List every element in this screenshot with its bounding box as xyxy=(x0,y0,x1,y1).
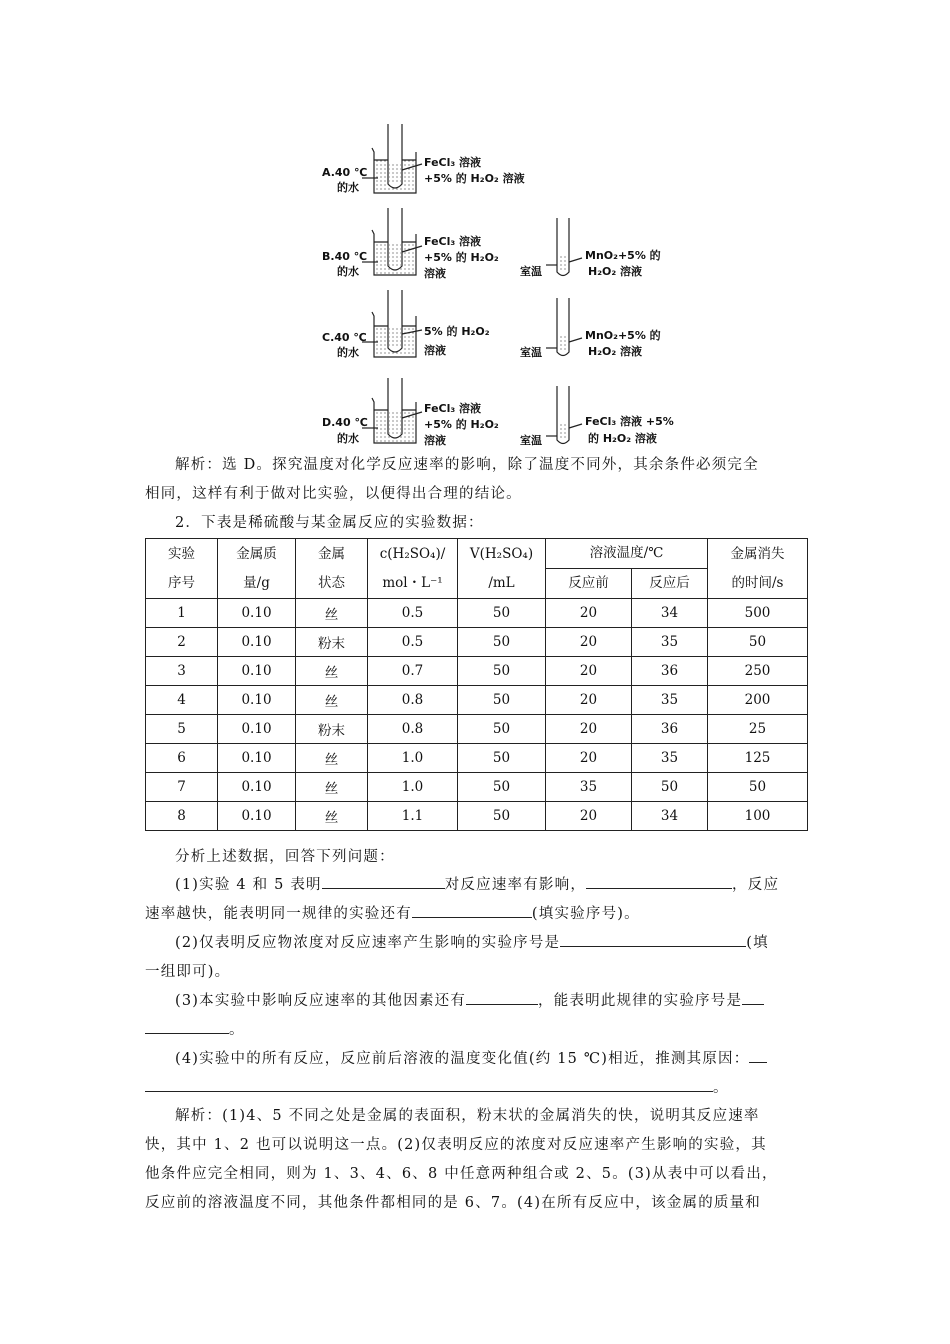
table-cell: 0.5 xyxy=(368,599,458,628)
question-1: (1)实验 4 和 5 表明 对反应速率有影响， ，反应 xyxy=(145,871,807,900)
label-d-reagent-1: FeCl₃ 溶液 xyxy=(424,402,482,415)
table-cell: 3 xyxy=(146,657,218,686)
label-c-tube-2: H₂O₂ 溶液 xyxy=(588,345,643,358)
header-temp-before: 反应前 xyxy=(546,569,632,599)
analysis-1-line-2: 相同，这样有利于做对比实验，以便得出合理的结论。 xyxy=(145,486,522,502)
table-cell: 0.10 xyxy=(218,802,296,831)
table-cell: 50 xyxy=(708,628,808,657)
table-cell: 0.5 xyxy=(368,628,458,657)
experiment-data-table xyxy=(145,538,808,831)
table-cell: 50 xyxy=(458,628,546,657)
table-cell: 0.10 xyxy=(218,686,296,715)
table-cell: 丝 xyxy=(296,599,368,628)
answer-blank-3b[interactable] xyxy=(742,989,764,1005)
table-cell: 丝 xyxy=(296,802,368,831)
table-cell: 20 xyxy=(546,686,632,715)
label-a-temp: A.40 ℃ xyxy=(322,166,368,179)
label-d-temp: D.40 ℃ xyxy=(322,416,368,429)
label-c-reagent-1: 5% 的 H₂O₂ xyxy=(424,325,490,338)
table-cell: 34 xyxy=(632,802,708,831)
header-volume: V(H₂SO₄) /mL xyxy=(458,539,546,599)
table-cell: 20 xyxy=(546,599,632,628)
label-c-water: 的水 xyxy=(337,346,359,359)
question-1-cont: 速率越快，能表明同一规律的实验还有 (填实验序号)。 xyxy=(145,900,807,929)
question-2-cont: 一组即可)。 xyxy=(145,964,231,980)
apparatus-drawings xyxy=(0,0,950,460)
label-b-tube-1: MnO₂+5% 的 xyxy=(585,249,661,262)
table-cell: 20 xyxy=(546,802,632,831)
table-row xyxy=(146,628,808,657)
table-cell: 250 xyxy=(708,657,808,686)
analysis-2-line-3: 他条件应完全相同，则为 1、3、4、6、8 中任意两种组合或 2、5。(3)从表中可以看出， xyxy=(145,1166,778,1182)
table-cell: 0.10 xyxy=(218,628,296,657)
table-cell: 丝 xyxy=(296,686,368,715)
table-cell: 50 xyxy=(458,744,546,773)
label-b-tube-2: H₂O₂ 溶液 xyxy=(588,265,643,278)
table-cell: 20 xyxy=(546,744,632,773)
label-d-tube-2: 的 H₂O₂ 溶液 xyxy=(588,432,657,445)
table-header-row-1 xyxy=(146,539,808,569)
answer-blank-1c[interactable] xyxy=(412,902,532,918)
experiment-figure xyxy=(0,0,950,460)
label-b-temp: B.40 ℃ xyxy=(322,250,368,263)
table-cell: 0.8 xyxy=(368,715,458,744)
table-cell: 1 xyxy=(146,599,218,628)
question-4: (4)实验中的所有反应，反应前后溶液的温度变化值(约 15 ℃)相近，推测其原因： xyxy=(145,1045,807,1074)
beaker-b xyxy=(362,208,422,275)
beaker-c xyxy=(362,290,422,357)
label-c-room-temp: 室温 xyxy=(520,346,542,359)
questions-intro: 分析上述数据，回答下列问题： xyxy=(175,849,395,865)
header-temp-after: 反应后 xyxy=(632,569,708,599)
table-cell: 5 xyxy=(146,715,218,744)
table-cell: 200 xyxy=(708,686,808,715)
tube-c xyxy=(546,298,582,356)
label-b-water: 的水 xyxy=(337,265,359,278)
table-cell: 7 xyxy=(146,773,218,802)
label-a-reagent-1: FeCl₃ 溶液 xyxy=(424,156,482,169)
table-cell: 50 xyxy=(632,773,708,802)
table-cell: 1.0 xyxy=(368,773,458,802)
table-cell: 1.0 xyxy=(368,744,458,773)
header-seq: 实验 序号 xyxy=(146,539,218,599)
tube-d xyxy=(546,386,582,444)
table-row xyxy=(146,744,808,773)
table-cell: 50 xyxy=(458,715,546,744)
label-c-tube-1: MnO₂+5% 的 xyxy=(585,329,661,342)
table-cell: 4 xyxy=(146,686,218,715)
table-cell: 20 xyxy=(546,628,632,657)
answer-blank-1a[interactable] xyxy=(322,873,445,889)
question-4-cont: 。 xyxy=(145,1074,807,1103)
table-row xyxy=(146,657,808,686)
table-cell: 35 xyxy=(632,744,708,773)
table-row xyxy=(146,686,808,715)
header-concentration: c(H₂SO₄)/ mol・L⁻¹ xyxy=(368,539,458,599)
table-cell: 25 xyxy=(708,715,808,744)
table-cell: 35 xyxy=(632,628,708,657)
answer-blank-1b[interactable] xyxy=(586,873,732,889)
label-d-reagent-2: +5% 的 H₂O₂ xyxy=(424,418,499,431)
answer-blank-3a[interactable] xyxy=(466,989,538,1005)
label-b-room-temp: 室温 xyxy=(520,265,542,278)
analysis-2-line-4: 反应前的溶液温度不同，其他条件都相同的是 6、7。(4)在所有反应中，该金属的质量和 xyxy=(145,1195,761,1211)
table-cell: 50 xyxy=(458,657,546,686)
answer-blank-2[interactable] xyxy=(560,931,746,947)
analysis-2-line-2: 快，其中 1、2 也可以说明这一点。(2)仅表明反应的浓度对反应速率产生影响的实验，其 xyxy=(145,1137,767,1153)
label-b-reagent-2: +5% 的 H₂O₂ xyxy=(424,251,499,264)
table-cell: 50 xyxy=(458,686,546,715)
table-cell: 0.8 xyxy=(368,686,458,715)
label-b-reagent-1: FeCl₃ 溶液 xyxy=(424,235,482,248)
label-c-temp: C.40 ℃ xyxy=(322,331,367,344)
table-cell: 50 xyxy=(458,773,546,802)
header-temperature: 溶液温度/℃ xyxy=(546,539,708,569)
tube-b xyxy=(546,218,582,276)
question-2-intro xyxy=(145,509,807,538)
analysis-2-line-1: 解析：(1)4、5 不同之处是金属的表面积，粉末状的金属消失的快，说明其反应速率 xyxy=(175,1108,760,1124)
table-body xyxy=(146,599,808,831)
table-cell: 0.10 xyxy=(218,657,296,686)
table-cell: 8 xyxy=(146,802,218,831)
analysis-1 xyxy=(145,451,807,480)
table-cell: 20 xyxy=(546,715,632,744)
table-cell: 35 xyxy=(632,686,708,715)
table-cell: 50 xyxy=(458,802,546,831)
table-cell: 0.7 xyxy=(368,657,458,686)
table-cell: 0.10 xyxy=(218,715,296,744)
label-a-water: 的水 xyxy=(337,181,359,194)
table-cell: 丝 xyxy=(296,773,368,802)
header-state: 金属 状态 xyxy=(296,539,368,599)
label-d-water: 的水 xyxy=(337,432,359,445)
label-d-room-temp: 室温 xyxy=(520,434,542,447)
table-row xyxy=(146,802,808,831)
label-a-reagent-2: +5% 的 H₂O₂ 溶液 xyxy=(424,172,525,185)
table-cell: 50 xyxy=(708,773,808,802)
table-cell: 500 xyxy=(708,599,808,628)
table-cell: 丝 xyxy=(296,657,368,686)
beaker-d xyxy=(362,378,422,443)
analysis-1-line-1: 解析：选 D。探究温度对化学反应速率的影响，除了温度不同外，其余条件必须完全 xyxy=(175,457,759,473)
table-row xyxy=(146,715,808,744)
header-mass: 金属质 量/g xyxy=(218,539,296,599)
label-b-reagent-3: 溶液 xyxy=(424,267,446,280)
answer-blank-4b[interactable] xyxy=(145,1076,713,1092)
beaker-a xyxy=(362,124,422,193)
table-cell: 36 xyxy=(632,715,708,744)
table-cell: 0.10 xyxy=(218,744,296,773)
table-cell: 2 xyxy=(146,628,218,657)
question-2-text: 2．下表是稀硫酸与某金属反应的实验数据： xyxy=(175,515,484,531)
table-cell: 粉末 xyxy=(296,628,368,657)
table-cell: 100 xyxy=(708,802,808,831)
table-cell: 丝 xyxy=(296,744,368,773)
label-d-tube-1: FeCl₃ 溶液 +5% xyxy=(585,415,674,428)
table-row xyxy=(146,599,808,628)
question-2: (2)仅表明反应物浓度对反应速率产生影响的实验序号是 (填 xyxy=(145,929,807,958)
answer-blank-3c[interactable] xyxy=(145,1018,229,1034)
table-cell: 0.10 xyxy=(218,599,296,628)
table-cell: 6 xyxy=(146,744,218,773)
table-cell: 50 xyxy=(458,599,546,628)
table-cell: 125 xyxy=(708,744,808,773)
table-cell: 36 xyxy=(632,657,708,686)
table-cell: 0.10 xyxy=(218,773,296,802)
answer-blank-4a[interactable] xyxy=(749,1047,767,1063)
label-d-reagent-3: 溶液 xyxy=(424,434,446,447)
table-cell: 35 xyxy=(546,773,632,802)
header-time: 金属消失 的时间/s xyxy=(708,539,808,599)
table-cell: 粉末 xyxy=(296,715,368,744)
table-cell: 34 xyxy=(632,599,708,628)
table-cell: 20 xyxy=(546,657,632,686)
question-3: (3)本实验中影响反应速率的其他因素还有 ，能表明此规律的实验序号是 xyxy=(145,987,807,1016)
label-c-reagent-2: 溶液 xyxy=(424,344,446,357)
analysis-1-cont xyxy=(145,480,807,509)
table-cell: 1.1 xyxy=(368,802,458,831)
table-row xyxy=(146,773,808,802)
question-3-cont: 。 xyxy=(145,1016,807,1045)
